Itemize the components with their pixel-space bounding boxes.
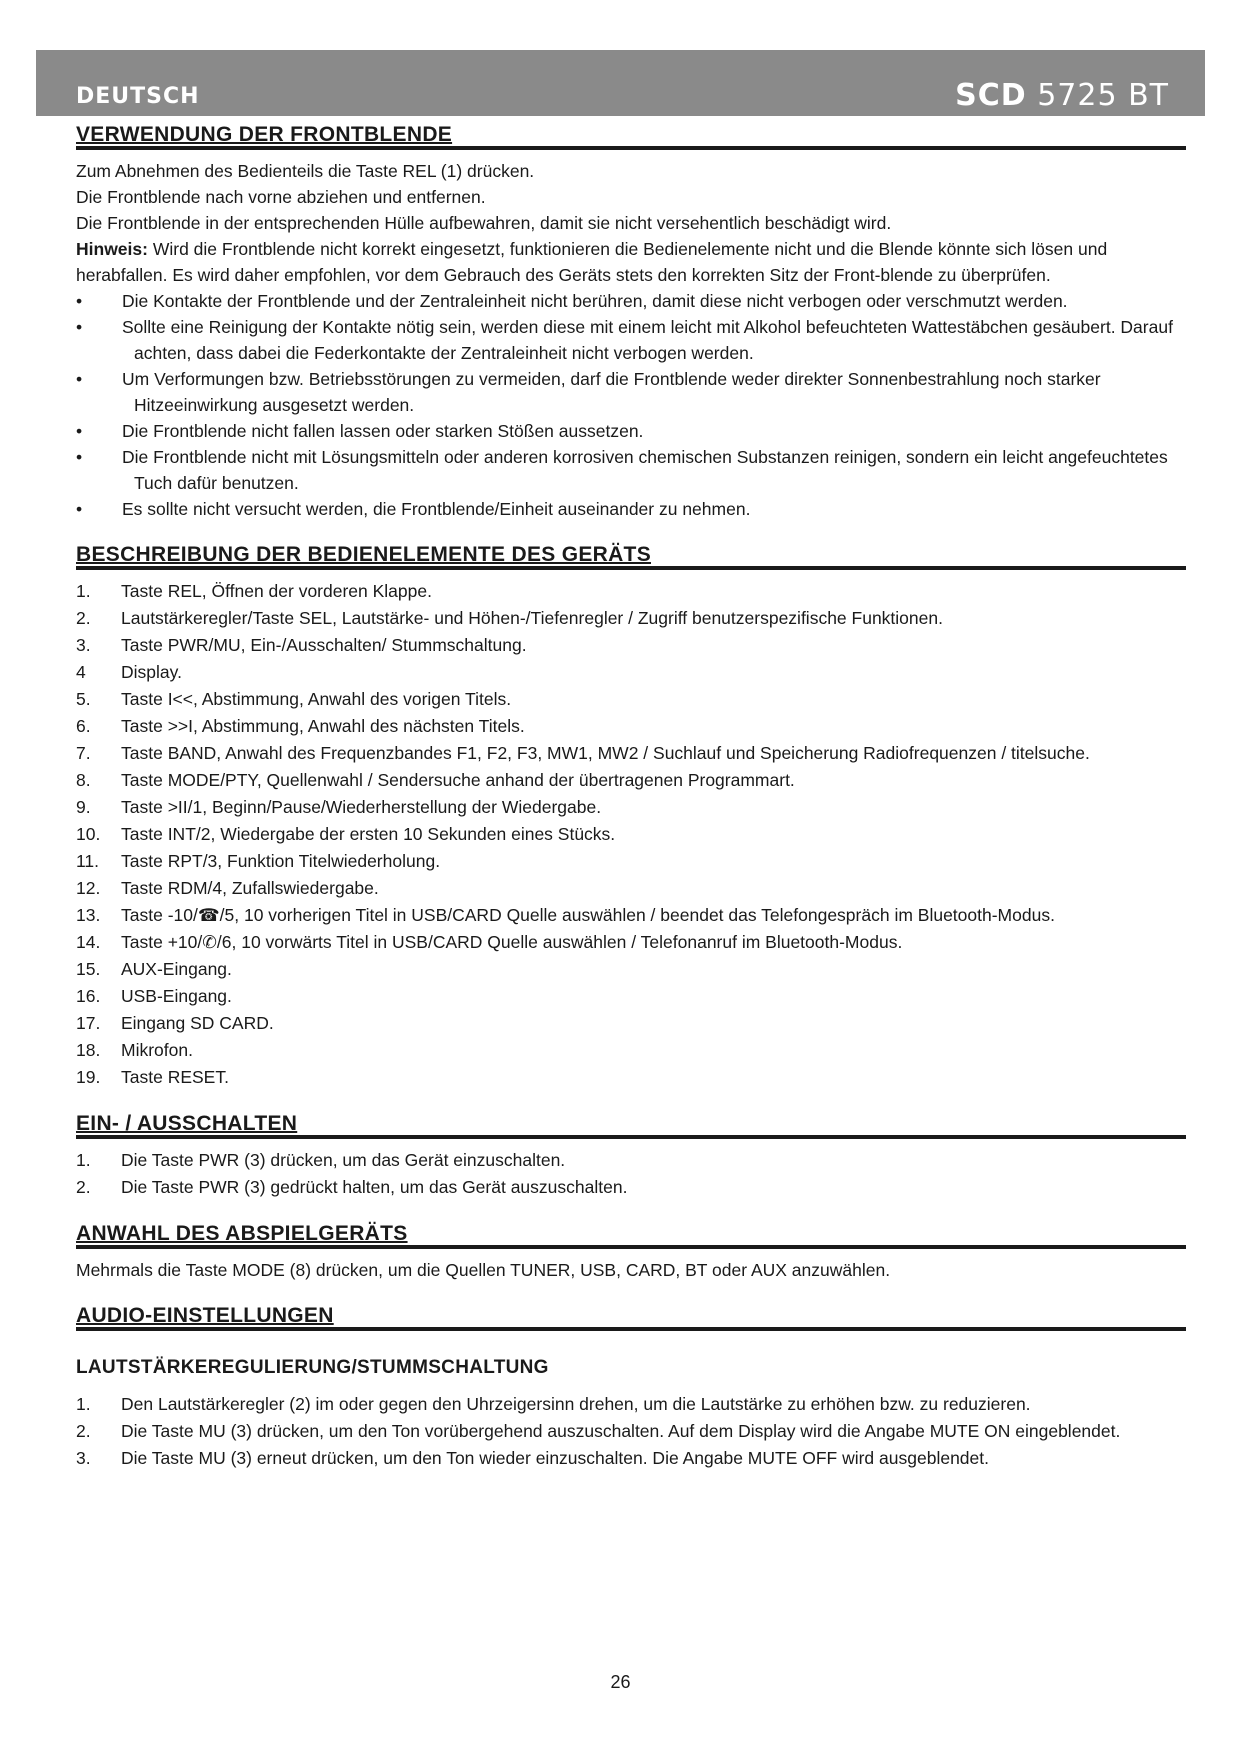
item-text: Taste >II/1, Beginn/Pause/Wiederherstellung der Wiedergabe. [121,797,602,817]
item-text: Taste RDM/4, Zufallswiedergabe. [121,878,379,898]
language-label: DEUTSCH [76,84,200,109]
bullet-text: Die Kontakte der Frontblende und der Zentraleinheit nicht berühren, damit diese nicht verbogen oder verschmutzt werden. [122,291,1068,311]
item-number: 3. [76,635,91,655]
bullet-icon: • [76,369,83,389]
item-number: 6. [76,716,91,736]
bullet-text: Es sollte nicht versucht werden, die Frontblende/Einheit auseinander zu nehmen. [122,499,751,519]
item-number: 7. [76,743,91,763]
list-item [76,902,1186,929]
item-number: 15. [76,959,101,979]
page-number: 26 [610,1672,631,1692]
model-number: 5725 BT [1026,78,1169,113]
item-text: Taste BAND, Anwahl des Frequenzbandes F1, F2, F3, MW1, MW2 / Suchlauf und Speicherung Radiofrequenzen / titelsuche. [121,743,1090,763]
item-text: Taste PWR/MU, Ein-/Ausschalten/ Stummschaltung. [121,635,527,655]
item-text: Die Taste MU (3) drücken, um den Ton vorübergehend auszuschalten. Auf dem Display wird die Angabe MUTE ON eingeblendet. [121,1421,1121,1441]
note-text: Wird die Frontblende nicht korrekt eingesetzt, funktionieren die Bedienelemente nicht und die Blende könnte sich lösen und herabfallen. Es wird daher empfohlen, vor dem Gebrauch des Geräts stets den korrekten Sitz der Front-blende zu überprüfen. [76,239,1108,285]
list-item [76,578,1186,605]
item-text: Taste -10/☎/5, 10 vorherigen Titel in USB/CARD Quelle auswählen / beendet das Telefongespräch im Bluetooth-Modus. [121,905,1055,925]
list-item [76,659,1186,686]
item-number: 5. [76,689,91,709]
paragraph: Mehrmals die Taste MODE (8) drücken, um die Quellen TUNER, USB, CARD, BT oder AUX anzuwählen. [76,1260,891,1280]
list-item [76,740,1186,767]
item-text: Taste INT/2, Wiedergabe der ersten 10 Sekunden eines Stücks. [121,824,616,844]
item-number: 1. [76,1150,91,1170]
item-text: AUX-Eingang. [121,959,232,979]
list-item [76,1010,1186,1037]
item-text: Taste MODE/PTY, Quellenwahl / Sendersuche anhand der übertragenen Programmart. [121,770,795,790]
item-text: Lautstärkeregler/Taste SEL, Lautstärke- und Höhen-/Tiefenregler / Zugriff benutzerspezifische Funktionen. [121,608,943,628]
section-audio [76,1305,1186,1472]
list-item [76,1391,1186,1418]
item-number: 2. [76,1421,91,1441]
list-item [76,1037,1186,1064]
bullet-icon: • [76,447,83,467]
item-text: Display. [121,662,182,682]
item-number: 4 [76,662,86,682]
list-item [76,686,1186,713]
section-anwahl [76,1223,1186,1283]
bullet-text: Die Frontblende nicht mit Lösungsmitteln oder anderen korrosiven chemischen Substanzen reinigen, sondern ein leicht angefeuchtetes Tuch dafür benutzen. [122,447,1168,493]
paragraph: Die Frontblende nach vorne abziehen und entfernen. [76,187,486,207]
bullet-list [76,288,1186,522]
list-item [76,875,1186,902]
item-text: USB-Eingang. [121,986,232,1006]
section-title: ANWAHL DES ABSPIELGERÄTS [76,1223,1186,1249]
paragraph: Die Frontblende in der entsprechenden Hülle aufbewahren, damit sie nicht versehentlich beschädigt wird. [76,213,892,233]
subsection-title: LAUTSTÄRKEREGULIERUNG/STUMMSCHALTUNG [76,1357,549,1378]
bullet-item [76,314,1186,366]
item-text: Die Taste PWR (3) drücken, um das Gerät einzuschalten. [121,1150,566,1170]
item-number: 2. [76,1177,91,1197]
section-einaus [76,1113,1186,1201]
list-item [76,956,1186,983]
bullet-item [76,418,1186,444]
page-header [36,50,1205,116]
bullet-icon: • [76,317,83,337]
list-item [76,983,1186,1010]
section-frontblende [76,124,1186,522]
numbered-list [76,1147,1186,1201]
list-item [76,1418,1186,1445]
note-label: Hinweis: [76,239,148,259]
item-text: Die Taste MU (3) erneut drücken, um den Ton wieder einzuschalten. Die Angabe MUTE OFF wird ausgeblendet. [121,1448,989,1468]
bullet-icon: • [76,291,83,311]
item-text: Taste RESET. [121,1067,229,1087]
list-item [76,713,1186,740]
item-number: 19. [76,1067,101,1087]
list-item [76,794,1186,821]
bullet-text: Um Verformungen bzw. Betriebsstörungen zu vermeiden, darf die Frontblende weder direkter Sonnenbestrahlung noch starker Hitzeeinwirkung ausgesetzt werden. [122,369,1101,415]
list-item [76,821,1186,848]
item-number: 1. [76,1394,91,1414]
item-number: 2. [76,608,91,628]
model-label [955,78,1169,113]
item-text: Eingang SD CARD. [121,1013,274,1033]
bullet-item [76,366,1186,418]
item-number: 3. [76,1448,91,1468]
list-item [76,1445,1186,1472]
section-title: BESCHREIBUNG DER BEDIENELEMENTE DES GERÄTS [76,544,1186,570]
list-item [76,605,1186,632]
item-number: 18. [76,1040,101,1060]
bullet-icon: • [76,499,83,519]
page-content [76,124,1186,1494]
item-text: Die Taste PWR (3) gedrückt halten, um das Gerät auszuschalten. [121,1177,628,1197]
item-text: Taste I<<, Abstimmung, Anwahl des vorigen Titels. [121,689,512,709]
bullet-icon: • [76,421,83,441]
item-text: Den Lautstärkeregler (2) im oder gegen den Uhrzeigersinn drehen, um die Lautstärke zu erhöhen bzw. zu reduzieren. [121,1394,1031,1414]
bullet-item [76,288,1186,314]
list-item [76,1174,1186,1201]
list-item [76,1147,1186,1174]
item-number: 11. [76,851,100,871]
numbered-list [76,578,1186,1091]
item-number: 9. [76,797,91,817]
item-number: 13. [76,905,101,925]
section-title: AUDIO-EINSTELLUNGEN [76,1305,1186,1331]
numbered-list [76,1391,1186,1472]
section-title: VERWENDUNG DER FRONTBLENDE [76,124,1186,150]
list-item [76,632,1186,659]
item-text: Taste REL, Öffnen der vorderen Klappe. [121,581,432,601]
item-number: 1. [76,581,91,601]
bullet-item [76,496,1186,522]
bullet-item [76,444,1186,496]
item-text: Mikrofon. [121,1040,193,1060]
bullet-text: Die Frontblende nicht fallen lassen oder starken Stößen aussetzen. [122,421,644,441]
item-text: Taste +10/✆/6, 10 vorwärts Titel in USB/CARD Quelle auswählen / Telefonanruf im Bluetooth-Modus. [121,932,903,952]
note-paragraph [76,236,1186,288]
item-text: Taste RPT/3, Funktion Titelwiederholung. [121,851,441,871]
list-item [76,929,1186,956]
paragraph: Zum Abnehmen des Bedienteils die Taste REL (1) drücken. [76,161,535,181]
list-item [76,848,1186,875]
bullet-text: Sollte eine Reinigung der Kontakte nötig sein, werden diese mit einem leicht mit Alkohol befeuchteten Wattestäbchen gesäubert. Darauf achten, dass dabei die Federkontakte der Zentraleinheit nicht verbogen werden. [122,317,1173,363]
item-number: 10. [76,824,101,844]
section-title: EIN- / AUSSCHALTEN [76,1113,1186,1139]
list-item [76,1064,1186,1091]
item-text: Taste >>I, Abstimmung, Anwahl des nächsten Titels. [121,716,525,736]
list-item [76,767,1186,794]
item-number: 16. [76,986,101,1006]
item-number: 17. [76,1013,101,1033]
section-bedienelemente [76,544,1186,1091]
item-number: 8. [76,770,91,790]
item-number: 14. [76,932,101,952]
model-brand: SCD [955,78,1027,113]
item-number: 12. [76,878,101,898]
